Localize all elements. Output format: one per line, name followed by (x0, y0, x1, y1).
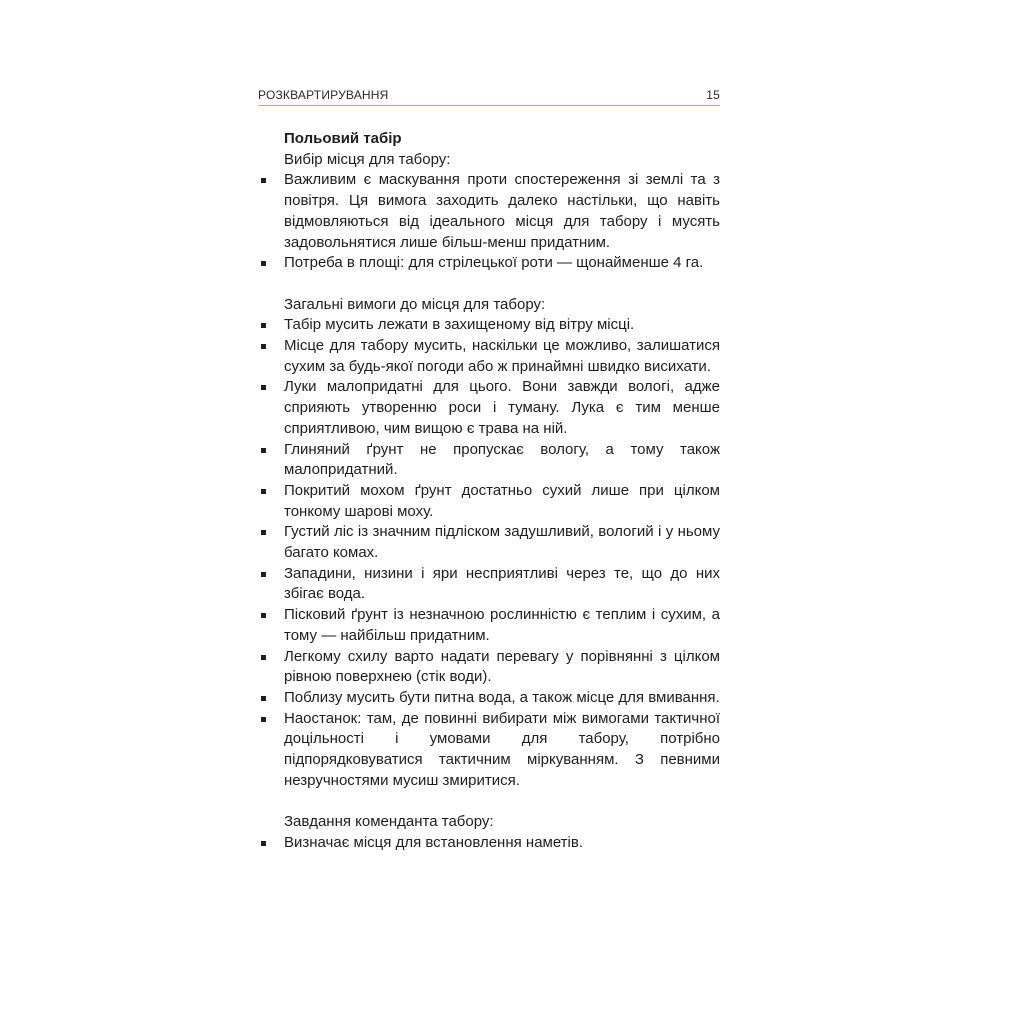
list-item-text: Западини, низини і яри несприятливі через те, що до них збігає вода. (284, 564, 720, 603)
list-item (258, 253, 720, 274)
group-site-selection (258, 150, 720, 274)
bullet-list (258, 315, 720, 791)
bullet-icon (261, 448, 266, 453)
list-item (258, 377, 720, 439)
bullet-icon (261, 261, 266, 266)
list-item-text: Важливим є маскування проти спостереження зі землі та з повітря. Ця вимога заходить далеко настільки, що навіть відмовляються від ідеального місця для табору і мусять задовольнятися лише більш-менш придатним. (284, 171, 720, 251)
list-item-text: Місце для табору мусить, наскільки це можливо, залишатися сухим за будь-якої погоди або ж принаймні швидко висихати. (284, 337, 720, 375)
list-item (258, 522, 720, 563)
bullet-icon (261, 344, 266, 349)
list-item (258, 647, 720, 688)
list-item (258, 688, 720, 709)
bullet-icon (261, 655, 266, 660)
group-intro: Вибір місця для табору: (284, 150, 451, 168)
book-page (258, 88, 720, 854)
group-intro: Завдання коменданта табору: (284, 813, 494, 831)
bullet-icon (261, 696, 266, 701)
page-number: 15 (706, 88, 720, 102)
list-item-text: Пісковий ґрунт із незначною рослинністю є теплим і сухим, а тому — найбільш придатним. (284, 606, 720, 644)
list-item (258, 605, 720, 646)
list-item-text: Наостанок: там, де повинні вибирати між вимогами тактичної доцільності і умовами для табору, потрібно підпорядковуватися тактичним міркуванням. З певними незручностями мусиш змиритися. (284, 709, 720, 789)
bullet-icon (261, 489, 266, 494)
list-item (258, 709, 720, 792)
list-item (258, 170, 720, 253)
bullet-icon (261, 841, 266, 846)
bullet-list (258, 170, 720, 274)
list-item-text: Табір мусить лежати в захищеному від вітру місці. (284, 316, 635, 334)
list-item (258, 440, 720, 481)
list-item-text: Покритий мохом ґрунт достатньо сухий лише при цілком тонкому шарові моху. (284, 481, 720, 520)
list-item (258, 336, 720, 377)
bullet-icon (261, 530, 266, 535)
running-title: РОЗКВАРТИРУВАННЯ (258, 88, 389, 102)
bullet-icon (261, 178, 266, 183)
list-item-text: Поблизу мусить бути питна вода, а також місце для вмивання. (284, 688, 720, 706)
list-item-text: Визначає місця для встановлення наметів. (284, 833, 584, 851)
bullet-list (258, 833, 720, 854)
bullet-icon (261, 323, 266, 328)
list-item-text: Луки малопридатні для цього. Вони завжди вологі, адже сприяють утворенню роси і туману. Лука є тим менше сприятливою, чим вищою є трава на ній. (284, 378, 720, 437)
bullet-icon (261, 572, 266, 577)
list-item (258, 481, 720, 522)
bullet-icon (261, 717, 266, 722)
bullet-icon (261, 613, 266, 618)
list-item (258, 833, 720, 854)
section-title: Польовий табір (284, 130, 402, 147)
list-item (258, 564, 720, 605)
list-item-text: Глиняний ґрунт не пропускає вологу, а тому також малопридатний. (284, 440, 720, 479)
page-body (258, 129, 720, 854)
list-item-text: Густий ліс із значним підліском задушливий, вологий і у ньому багато комах. (284, 523, 720, 562)
list-item (258, 315, 720, 336)
running-header (258, 88, 720, 106)
bullet-icon (261, 385, 266, 390)
group-general-requirements (258, 295, 720, 792)
list-item-text: Потреба в площі: для стрілецької роти — щонайменше 4 га. (284, 254, 704, 272)
list-item-text: Легкому схилу варто надати перевагу у порівнянні з цілком рівною поверхнею (стік води). (284, 647, 720, 686)
group-intro: Загальні вимоги до місця для табору: (284, 295, 546, 313)
group-commandant-tasks (258, 812, 720, 853)
